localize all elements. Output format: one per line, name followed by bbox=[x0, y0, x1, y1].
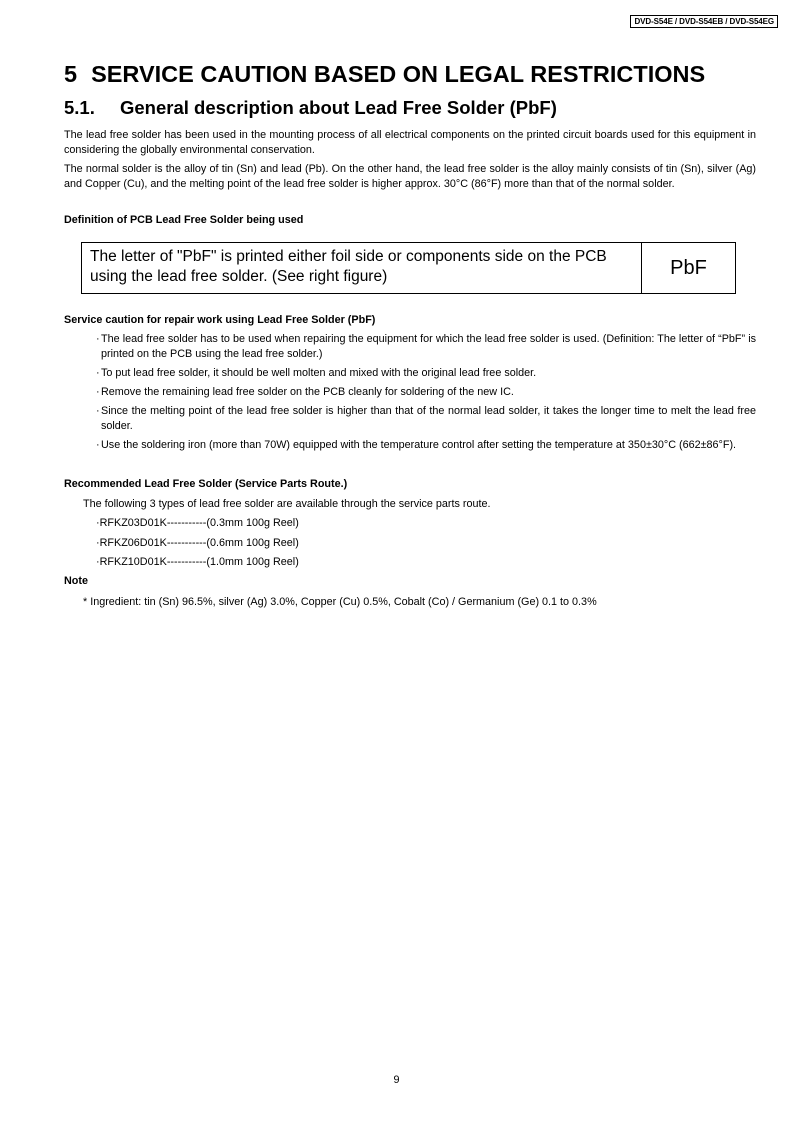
pbf-figure-label: PbF bbox=[670, 256, 707, 279]
part-spec: -----------(1.0mm 100g Reel) bbox=[166, 556, 299, 568]
service-caution-list bbox=[96, 332, 756, 457]
note-text: * Ingredient: tin (Sn) 96.5%, silver (Ag) 3.0%, Copper (Cu) 0.5%, Cobalt (Co) / Germanium (Ge) 0.1 to 0.3% bbox=[83, 596, 597, 608]
definition-heading: Definition of PCB Lead Free Solder being used bbox=[64, 214, 304, 226]
pbf-definition-text: The letter of "PbF" is printed either foil side or components side on the PCB using the lead free solder. (See right figure) bbox=[82, 243, 642, 293]
part-code: RFKZ06D01K bbox=[99, 537, 167, 549]
page-number: 9 bbox=[393, 1074, 400, 1086]
part-item: ·RFKZ10D01K-----------(1.0mm 100g Reel) bbox=[96, 556, 299, 568]
part-spec: -----------(0.3mm 100g Reel) bbox=[166, 517, 299, 529]
part-spec: -----------(0.6mm 100g Reel) bbox=[166, 537, 299, 549]
intro-text bbox=[64, 128, 756, 192]
section-title bbox=[64, 61, 705, 88]
recommended-heading: Recommended Lead Free Solder (Service Parts Route.) bbox=[64, 478, 348, 490]
service-caution-heading: Service caution for repair work using Lead Free Solder (PbF) bbox=[64, 314, 376, 326]
list-item: · To put lead free solder, it should be well molten and mixed with the original lead free solder. bbox=[96, 367, 537, 379]
model-number-tag: DVD-S54E / DVD-S54EB / DVD-S54EG bbox=[630, 15, 778, 28]
part-item: ·RFKZ03D01K-----------(0.3mm 100g Reel) bbox=[96, 517, 299, 529]
subsection-number: 5.1. bbox=[64, 97, 95, 118]
part-code: RFKZ03D01K bbox=[99, 517, 167, 529]
list-item: · The lead free solder has to be used when repairing the equipment for which the lead free solder is used. (Definition: The letter of “PbF” is printed on the PCB using the lead free solder.) bbox=[96, 333, 756, 360]
list-item: · Remove the remaining lead free solder on the PCB cleanly for soldering of the new IC. bbox=[96, 386, 514, 398]
section-number: 5 bbox=[64, 61, 78, 87]
intro-paragraph: The normal solder is the alloy of tin (Sn) and lead (Pb). On the other hand, the lead free solder is the alloy mainly consists of tin (Sn), silver (Ag) and Copper (Cu), and the melting point of the lead free solder is higher approx. 30°C (86°F) more than that of the normal solder. bbox=[64, 163, 756, 190]
recommended-intro: The following 3 types of lead free solder are available through the service parts route. bbox=[83, 498, 491, 510]
list-item: · Use the soldering iron (more than 70W) equipped with the temperature control after setting the temperature at 350±30°C (662±86°F). bbox=[96, 439, 737, 451]
pbf-definition-box bbox=[81, 242, 736, 294]
part-code: RFKZ10D01K bbox=[99, 556, 167, 568]
note-heading: Note bbox=[64, 575, 88, 587]
subsection-title bbox=[64, 97, 557, 119]
subsection-title-text: General description about Lead Free Solder (PbF) bbox=[120, 97, 557, 118]
intro-paragraph: The lead free solder has been used in the mounting process of all electrical components on the printed circuit boards used for this equipment in considering the globally environmental conservation. bbox=[64, 129, 756, 156]
part-item: ·RFKZ06D01K-----------(0.6mm 100g Reel) bbox=[96, 537, 299, 549]
list-item: · Since the melting point of the lead free solder is higher than that of the normal lead solder, it takes the longer time to melt the lead free solder. bbox=[96, 405, 756, 432]
section-title-text: SERVICE CAUTION BASED ON LEGAL RESTRICTIONS bbox=[91, 61, 706, 87]
